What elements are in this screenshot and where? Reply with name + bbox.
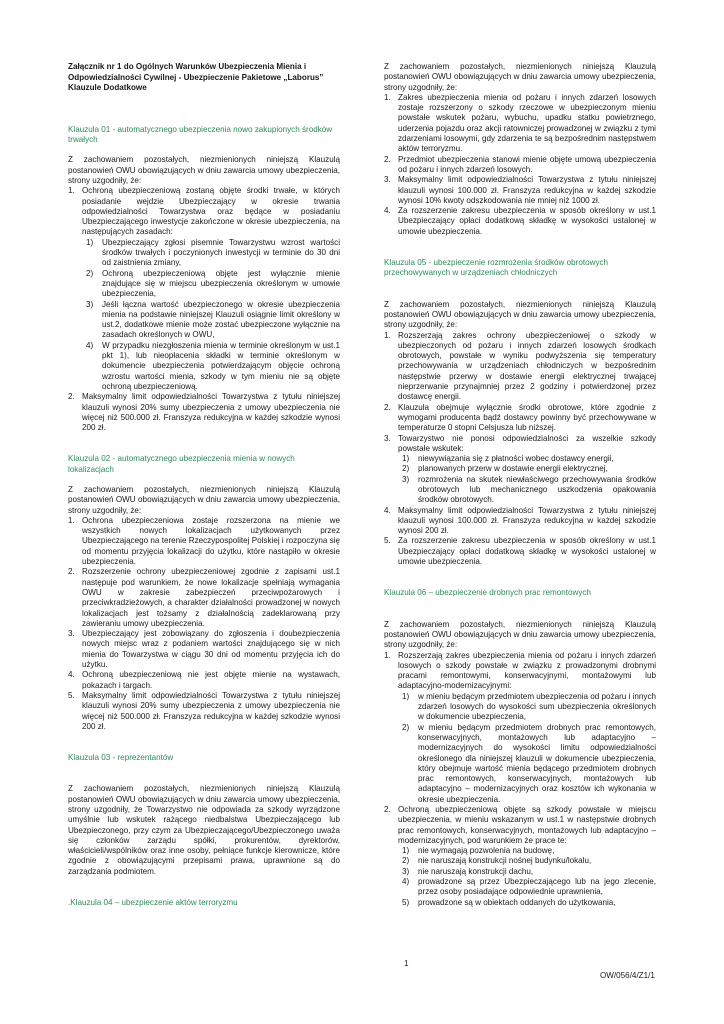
clause-04-heading: [68, 898, 340, 908]
title-line: Klauzule Dodatkowe: [68, 83, 147, 93]
clause-list: [384, 331, 656, 568]
list-item: 5. Maksymalny limit odpowiedzialności Towarzystwa z tytułu niniejszej klauzuli wynosi 20% sumy ubezpieczenia z umowy ubezpieczenia nie więcej niż 500.000 zł. Franszyza redukcyjna w każdej szkodzie wynosi 200 zł.: [68, 690, 340, 731]
clause-intro: Z zachowaniem pozostałych, niezmienionych niniejszą Klauzulą postanowień OWU obowiązujących w dniu zawarcia umowy ubezpieczenia, strony uzgodniły, że:: [68, 155, 340, 185]
clause-06: [384, 588, 656, 908]
right-column: [384, 62, 656, 908]
clause-list: [384, 93, 656, 237]
list-item: 3. Maksymalny limit odpowiedzialności Towarzystwa z tytułu niniejszej klauzuli wynosi 100.000 zł. Franszyza redukcyjna w każdej szkodzie wynosi 10% kwoty odszkodowania nie mniej niż 1000 zł.: [384, 175, 656, 205]
clause-intro: Z zachowaniem pozostałych, niezmienionych niniejszą Klauzulą postanowień OWU obowiązujących w dniu zawarcia umowy ubezpieczenia, strony uzgodniły, że:: [68, 484, 340, 515]
list-item: 2. Rozszerzenie ochrony ubezpieczeniowej zgodnie z zapisami ust.1 następuje pod warunkiem, że nowe lokalizacje spełniają wymagania OWU w zakresie zabezpieczeń przeciwpożarowych i przeciwkradzieżowych, a charakter działalności prowadzonej w nowych lokalizacjach jest tożsamy z działalnością zadeklarowaną przy zawieraniu umowy ubezpieczenia.: [68, 567, 340, 628]
clause-04-body: [384, 62, 656, 237]
list-item: 2) w mieniu będącym przedmiotem drobnych prac remontowych, konserwacyjnych, montażowych lub adaptacyjno – modernizacyjnych do wysokości limitu odpowiedzialności określonego dla niniejszej klauzuli w dokumencie ubezpieczenia, który obejmuje wartość mienia będącego przedmiotem drobnych prac remontowych, konserwacyjnych, montażowych lub adaptacyjno – modernizacyjnych oraz kosztów ich wykonania w okresie ubezpieczenia.: [402, 722, 656, 804]
list-item: 5) prowadzone są w obiektach oddanych do użytkowania,: [402, 897, 616, 907]
list-item: 1) Ubezpieczający zgłosi pisemnie Towarzystwu wzrost wartości środków trwałych i poczynionych inwestycji w terminie do 30 dni od zaistnienia zmiany,: [86, 237, 340, 268]
page-number: 1: [404, 959, 409, 968]
clause-heading: Klauzula 06 – ubezpieczenie drobnych prac remontowych: [384, 588, 591, 598]
clause-text: Z zachowaniem pozostałych, niezmienionych niniejszą Klauzulą postanowień OWU obowiązujących w dniu zawarcia umowy ubezpieczenia, strony uzgodniły, że Towarzystwo nie odpowiada za szkody wyrządzone umyślnie lub wskutek rażącego niedbalstwa Ubezpieczającego lub Ubezpieczonego, przy czym za Ubezpieczającego/Ubezpieczonego uważa się członków zarządu spółki, prokurentów, dyrektorów, właścicieli/wspólników oraz inne osoby, pełniące funkcje kierownicze, które zgodnie z obowiązującymi przepisami prawa, uprawnione są do zarządzania podmiotem.: [68, 784, 340, 876]
sub-list: [398, 846, 656, 908]
clause-heading: .Klauzula 04 – ubezpieczenie aktów terroryzmu: [68, 898, 238, 908]
list-item: 3) nie naruszają konstrukcji dachu,: [402, 866, 534, 876]
clause-intro: Z zachowaniem pozostałych, niezmienionych niniejszą Klauzulą postanowień OWU obowiązujących w dniu zawarcia umowy ubezpieczenia, strony uzgodniły, że:: [384, 619, 656, 650]
clause-heading: Klauzula 03 - reprezentantów: [68, 753, 174, 763]
list-item: 1. Rozszerzają zakres ubezpieczenia mienia od pożaru i innych zdarzeń losowych o szkody powstałe w związku z prowadzonymi drobnymi pracami remontowymi, konserwacyjnymi, montażowymi lub adaptacyjno-modernizacyjnymi: 1) w mieniu będącym przedmiotem ubezpieczenia od pożaru i innych zdarzeń losowych do wysokości sum ubezpieczenia określonych w dokumencie ubezpieczenia, 2) w mieniu będącym przedmiotem drobnych prac remontowych, konserwacyjnych, montażowych lub adaptacyjno – modernizacyjnych do wysokości limitu odpowiedzialności określonego dla niniejszej klauzuli w dokumencie ubezpieczenia, który obejmuje wartość mienia będącego przedmiotem drobnych prac remontowych, konserwacyjnych, montażowych lub adaptacyjno – modernizacyjnych oraz kosztów ich wykonania w okresie ubezpieczenia.: [384, 650, 656, 804]
sub-list: [398, 692, 656, 805]
clause-heading: Klauzula 01 - automatycznego ubezpieczenia nowo zakupionych środków trwałych: [68, 124, 333, 145]
list-item: 4) prowadzone są przez Ubezpieczającego lub na jego zlecenie, przez osoby posiadające odpowiednie uprawnienia,: [402, 877, 656, 897]
list-item: 2. Ochroną ubezpieczeniową objęte są szkody powstałe w miejscu ubezpieczenia, w mieniu wskazanym w ust.1 w następstwie drobnych prac remontowych, konserwacyjnych, montażowych lub adaptacyjno – modernizacyjnych, pod warunkiem że prace te: 1) nie wymagają pozwolenia na budowę, 2) nie naruszają konstrukcji nośnej budynku/lokalu, 3) nie naruszają konstrukcji dachu, 4) prowadzone są przez Ubezpieczającego lub na jego zlecenie, przez osoby posiadające odpowiednie uprawnienia, 5) prowadzone są w obiektach oddanych do użytkowania,: [384, 805, 656, 907]
clause-list: [68, 516, 340, 732]
list-item: 3) rozmrożenia na skutek niewłaściwego przechowywania środków obrotowych lub mechanicznego uszkodzenia opakowania środków obrotowych.: [402, 474, 656, 505]
sub-list: [82, 238, 340, 392]
list-item: 1. Ochrona ubezpieczeniowa zostaje rozszerzona na mienie we wszystkich nowych lokalizacjach użytkowanych przez Ubezpieczającego na terenie Rzeczypospolitej Polskiej i rozpoczyna się od momentu przyjęcia lokalizacji do użytku, które nastąpiło w okresie ubezpieczenia.: [68, 515, 340, 567]
list-item: 1) niewywiązania się z płatności wobec dostawcy energii,: [402, 454, 614, 464]
list-item: 3) Jeśli łączna wartość ubezpieczonego w okresie ubezpieczenia mienia na podstawie niniejszej Klauzuli osiągnie limit określony w ust.2, dodatkowe mienie może zostać ubezpieczone wyłącznie na zasadach określonych w OWU,: [86, 299, 340, 340]
list-item: 2. Maksymalny limit odpowiedzialności Towarzystwa z tytułu niniejszej klauzuli wynosi 20% sumy ubezpieczenia z umowy ubezpieczenia nie więcej niż 500.000 zł. Franszyza redukcyjna w każdej szkodzie wynosi 200 zł.: [68, 392, 340, 433]
list-item: 4. Ochroną ubezpieczeniową nie jest objęte mienie na wystawach, pokazach i targach.: [68, 670, 340, 690]
document-code: OW/056/4/Z1/1: [600, 971, 655, 980]
clause-intro: Z zachowaniem pozostałych, niezmienionych niniejszą Klauzulą postanowień OWU obowiązujących w dniu zawarcia umowy ubezpieczenia, strony uzgodniły, że:: [384, 299, 656, 330]
clause-intro: Z zachowaniem pozostałych, niezmienionych niniejszą Klauzulą postanowień OWU obowiązujących w dniu zawarcia umowy ubezpieczenia, strony uzgodniły, że:: [384, 62, 656, 92]
list-item: 4. Za rozszerzenie zakresu ubezpieczenia w sposób określony w ust.1 Ubezpieczający opłaci dodatkową składkę w wysokości ustalonej w umowie ubezpieczenia.: [384, 206, 656, 236]
list-item: 2. Przedmiot ubezpieczenia stanowi mienie objęte umową ubezpieczenia od pożaru i innych zdarzeń losowych.: [384, 154, 656, 174]
list-item: 2) nie naruszają konstrukcji nośnej budynku/lokalu,: [402, 856, 592, 866]
list-item: 2) planowanych przerw w dostawie energii elektrycznej,: [402, 464, 608, 474]
list-item: 1) nie wymagają pozwolenia na budowę,: [402, 846, 555, 856]
list-item: 2) Ochroną ubezpieczeniową objęte jest wyłącznie mienie znajdujące się w miejscu ubezpieczenia określonym w umowie ubezpieczenia,: [86, 268, 340, 299]
list-item: 1. Zakres ubezpieczenia mienia od pożaru i innych zdarzeń losowych zostaje rozszerzony o szkody rzeczowe w ubezpieczonym mieniu powstałe wskutek pożaru, wybuchu, upadku statku powietrznego, uderzenia pojazdu oraz akcji ratowniczej prowadzonej w związku z tymi zdarzeniami losowymi, gdy zdarzenia te są bezpośrednim następstwem aktów terroryzmu.: [384, 92, 656, 154]
document-title: [68, 62, 340, 94]
clause-list: [68, 186, 340, 433]
clause-02: [68, 454, 340, 732]
list-item: 4. Maksymalny limit odpowiedzialności Towarzystwa z tytułu niniejszej klauzuli wynosi 100.000 zł. Franszyza redukcyjna w każdej szkodzie wynosi 200 zł.: [384, 505, 656, 536]
clause-list: [384, 651, 656, 908]
list-item: 1. Rozszerzają zakres ochrony ubezpieczeniowej o szkody w ubezpieczonych od pożaru i innych zdarzeń losowych środkach obrotowych, powstałe w wyniku podwyższenia się temperatury przechowywania w urządzeniach chłodniczych w bezpośrednim następstwie przerwy w dostawie energii elektrycznej trwającej nieprzerwanie przynajmniej przez 2 godziny i potwierdzonej przez dostawcę energii.: [384, 330, 656, 402]
title-line: Załącznik nr 1 do Ogólnych Warunków Ubezpieczenia Mienia i: [68, 62, 307, 71]
list-item: 3. Ubezpieczający jest zobowiązany do zgłoszenia i doubezpieczenia nowych miejsc wraz z podaniem wartości znajdującego się w nich mienia do Towarzystwa w ciągu 30 dni od momentu przyjęcia ich do użytku.: [68, 629, 340, 670]
list-item: 4) W przypadku niezgłoszenia mienia w terminie określonym w ust.1 pkt 1), lub nieopłacenia składki w terminie określonym w dokumencie ubezpieczenia potwierdzającym objęcie ochroną wzrostu wartości mienia, szkody w tym mieniu nie są objęte ochroną ubezpieczeniową.: [86, 340, 340, 391]
list-item: 1. Ochroną ubezpieczeniową zostaną objęte środki trwałe, w których posiadanie wejdzie Ubezpieczający w okresie trwania odpowiedzialności Towarzystwa oraz będące w posiadaniu Ubezpieczającego inwestycje zakończone w okresie ubezpieczenia, na następujących zasadach: 1) Ubezpieczający zgłosi pisemnie Towarzystwu wzrost wartości środków trwałych i poczynionych inwestycji w terminie do 30 dni od zaistnienia zmiany, 2) Ochroną ubezpieczeniową objęte jest wyłącznie mienie znajdujące się w miejscu ubezpieczenia określonym w umowie ubezpieczenia, 3) Jeśli łączna wartość ubezpieczonego w okresie ubezpieczenia mienia na podstawie niniejszej Klauzuli osiągnie limit określony w ust.2, dodatkowe mienie może zostać ubezpieczone wyłącznie na zasadach określonych w OWU, 4) W przypadku niezgłoszenia mienia w terminie określonym w ust.1 pkt 1), lub nieopłacenia składki w terminie określonym w dokumencie ubezpieczenia potwierdzającym objęcie ochroną wzrostu wartości mienia, szkody w tym mieniu nie są objęte ochroną ubezpieczeniową.: [68, 186, 340, 391]
clause-05: [384, 258, 656, 567]
title-line: Odpowiedzialności Cywilnej - Ubezpieczenie Pakietowe „Laborus”: [68, 72, 324, 82]
list-item: 3. Towarzystwo nie ponosi odpowiedzialności za wszelkie szkody powstałe wskutek: 1) niewywiązania się z płatności wobec dostawcy energii, 2) planowanych przerw w dostawie energii elektrycznej, 3) rozmrożenia na skutek niewłaściwego przechowywania środków obrotowych lub mechanicznego uszkodzenia opakowania środków obrotowych.: [384, 433, 656, 505]
clause-heading: Klauzula 02 - automatycznego ubezpieczenia mienia w nowych lokalizacjach: [68, 454, 295, 474]
list-item: 1) w mieniu będącym przedmiotem ubezpieczenia od pożaru i innych zdarzeń losowych do wysokości sum ubezpieczenia określonych w dokumencie ubezpieczenia,: [402, 691, 656, 722]
clause-heading: Klauzula 05 - ubezpieczenie rozmrożenia środków obrotowych przechowywanych w urządzeniach chłodniczych: [384, 258, 609, 278]
list-item: 2. Klauzula obejmuje wyłącznie środki obrotowe, które zgodnie z wymogami producenta bądź dostawcy powinny być przechowywane w temperaturze 0 stopni Celsjusza lub niższej.: [384, 402, 656, 433]
left-column: [68, 62, 340, 908]
list-item: 5. Za rozszerzenie zakresu ubezpieczenia w sposób określony w ust.1 Ubezpieczający opłaci dodatkową składkę w wysokości ustalonej w umowie ubezpieczenia.: [384, 536, 656, 567]
clause-03: [68, 753, 340, 877]
sub-list: [398, 454, 656, 505]
clause-01: [68, 125, 340, 434]
